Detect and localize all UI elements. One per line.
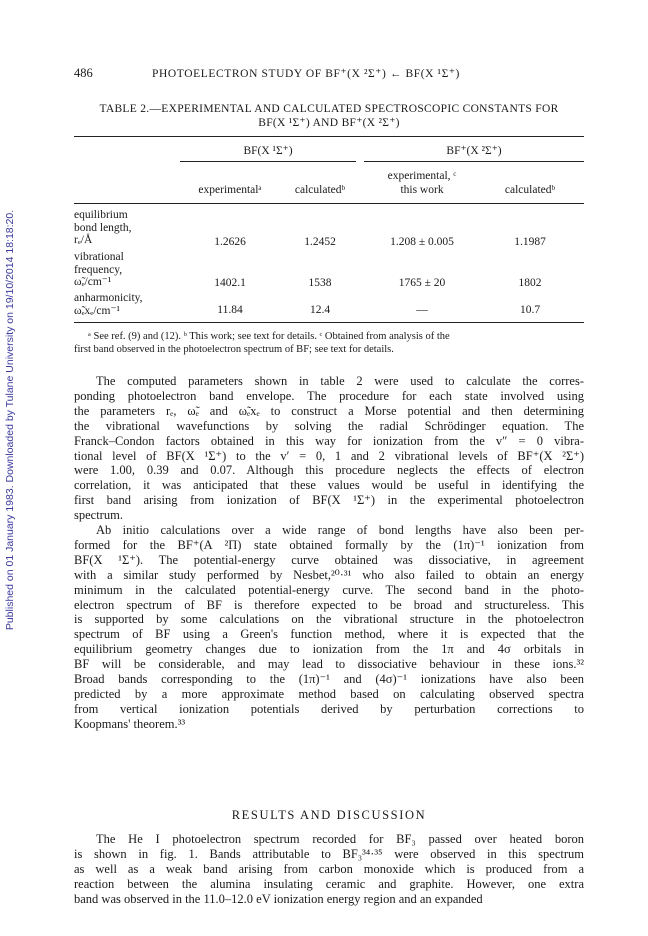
- text-line: spectrum of BF using a Green's function method, where it is expected that the: [74, 627, 584, 642]
- text-line: band was observed in the 11.0–12.0 eV ionization energy region and an expanded: [74, 891, 483, 906]
- page-number: 486: [74, 66, 93, 80]
- col-header-ion-this-work: this work: [400, 184, 444, 196]
- group-rule-bf-ion: [364, 161, 584, 162]
- table-cell: 1.1987: [514, 236, 546, 248]
- text-line: is supported by some calculations on the vibrational structure in the photoelectron: [74, 612, 584, 627]
- table-cell: 1402.1: [214, 277, 246, 289]
- table-cell: 1.208 ± 0.005: [390, 236, 454, 248]
- text-line: Ab initio calculations over a wide range of bond lengths have also been per-: [96, 523, 584, 537]
- text-line: electron spectrum of BF is therefore expected to be broad and structureless. This: [74, 597, 584, 612]
- text-line: The He I photoelectron spectrum recorded for BF₃ passed over heated boron: [96, 832, 584, 846]
- col-header-ion-calculated: calculatedᵇ: [504, 184, 556, 196]
- text-line: as well as a weak band arising from carbon monoxide which is produced from a: [74, 861, 584, 876]
- table-cell: 11.84: [217, 304, 243, 316]
- group-header-bf: BF(X ¹Σ⁺): [243, 145, 293, 157]
- body-paragraph-1: [74, 374, 584, 523]
- row-label-line: vibrational: [74, 251, 124, 263]
- table-cell: 1802: [518, 277, 542, 289]
- table-cell: 1538: [308, 277, 332, 289]
- table-bottom-rule: [74, 322, 584, 323]
- body-paragraph-3: [74, 832, 584, 907]
- table-cell: 1.2626: [214, 236, 246, 248]
- text-line: the parameters rₑ, ω̃ₑ and ω̃ₑxₑ to construct a Morse potential and then determining: [74, 403, 584, 418]
- text-line: BF(X ¹Σ⁺). The potential-energy curve obtained was dissociative, in agreement: [74, 552, 584, 567]
- section-heading: RESULTS AND DISCUSSION: [231, 808, 427, 822]
- text-line: is shown in fig. 1. Bands attributable to BF₃³⁴·³⁵ were observed in this spectrum: [74, 846, 584, 861]
- row-label-line: bond length,: [74, 221, 132, 234]
- table-header-rule: [74, 203, 584, 204]
- text-line: were 1.00, 0.39 and 0.07. Although this procedure neglects the effects of electron: [74, 463, 584, 478]
- table-caption: [74, 102, 584, 130]
- table-cell: 12.4: [309, 304, 331, 316]
- table-cell: 1765 ± 20: [398, 277, 446, 289]
- text-line: spectrum.: [74, 508, 123, 523]
- text-line: equilibrium geometry changes due to ionization from the 1π and 4σ orbitals in: [74, 642, 584, 657]
- text-line: formed for the BF⁺(A ²Π) state obtained formally by the (1π)⁻¹ ionization from: [74, 537, 584, 552]
- group-rule-bf: [180, 161, 356, 162]
- text-line: Franck–Condon factors obtained in this way for ionization from the v″ = 0 vibra-: [74, 433, 584, 448]
- row-label-line: anharmonicity,: [74, 292, 143, 304]
- text-line: Broad bands corresponding to the (1π)⁻¹ and (4σ)⁻¹ ionizations have also been: [74, 672, 584, 687]
- table-top-rule: [74, 136, 584, 137]
- row-label-line: ω̃ₑ/cm⁻¹: [74, 276, 112, 288]
- download-watermark-text: Published on 01 January 1983. Downloaded by Tulane University on 19/10/2014 18:18:20.: [4, 209, 16, 631]
- running-title: PHOTOELECTRON STUDY OF BF⁺(X ²Σ⁺) ← BF(X ¹Σ⁺): [152, 68, 460, 80]
- text-line: first band arising from ionization of BF(X ¹Σ⁺) in the experimental photoelectron: [74, 493, 584, 508]
- col-header-bf-calculated: calculatedᵇ: [294, 184, 346, 196]
- table-cell: 1.2452: [304, 236, 336, 248]
- row-label-line: rₑ/Å: [74, 234, 93, 246]
- col-header-ion-experimental: experimental, ᶜ: [387, 170, 457, 182]
- row-label-anharmonicity: [74, 292, 143, 317]
- text-line: from vertical ionization potentials derived by perturbation corrections to: [74, 701, 584, 716]
- body-paragraph-2: [74, 523, 584, 732]
- text-line: with a similar study performed by Nesbet,²⁰·³¹ who also failed to obtain an energy: [74, 567, 584, 582]
- text-line: The computed parameters shown in table 2 were used to calculate the corres-: [96, 374, 584, 388]
- row-label-vibrational-frequency: [74, 251, 124, 289]
- row-label-line: ω̃ₑxₑ/cm⁻¹: [74, 304, 120, 317]
- footnote-line-2: first band observed in the photoelectron spectrum of BF; see text for details.: [74, 344, 394, 355]
- row-label-line: frequency,: [74, 263, 123, 276]
- text-line: minimum in the calculated potential-energy curve. The second band in the photo-: [74, 582, 584, 597]
- table-footnotes: [74, 330, 584, 356]
- text-line: reaction between the alumina insulating ceramic and graphite. However, one extra: [74, 876, 584, 891]
- group-header-bf-ion: BF⁺(X ²Σ⁺): [446, 145, 502, 157]
- text-line: tional level of BF(X ¹Σ⁺) to the v′ = 0, 1 and 2 vibrational levels of BF⁺(X ²Σ⁺): [74, 448, 584, 463]
- table-caption-line-2: BF(X ¹Σ⁺) AND BF⁺(X ²Σ⁺): [258, 117, 400, 129]
- text-line: correlation, it was anticipated that these values would be useful in identifying the: [74, 478, 584, 493]
- footnote-line-1: ᵃ See ref. (9) and (12). ᵇ This work; see text for details. ᶜ Obtained from analysis of the: [88, 331, 450, 342]
- text-line: BF will be considerable, and may lead to dissociative behaviour in these ions.³²: [74, 657, 584, 672]
- row-label-bond-length: [74, 209, 132, 247]
- col-header-bf-experimental: experimentalᵃ: [198, 184, 262, 196]
- text-line: Koopmans' theorem.³³: [74, 716, 186, 731]
- table-cell: —: [416, 304, 428, 316]
- table-caption-line-1: TABLE 2.—EXPERIMENTAL AND CALCULATED SPECTROSCOPIC CONSTANTS FOR: [99, 103, 559, 115]
- download-watermark: [0, 120, 20, 720]
- row-label-line: equilibrium: [74, 209, 128, 221]
- table-cell: 10.7: [519, 304, 541, 316]
- text-line: the vibrational wavefunctions by solving the radial Schrödinger equation. The: [74, 418, 584, 433]
- text-line: ponding photoelectron band envelope. The procedure for each state involved using: [74, 388, 584, 403]
- text-line: predicted by a more approximate method based on calculating observed spectra: [74, 686, 584, 701]
